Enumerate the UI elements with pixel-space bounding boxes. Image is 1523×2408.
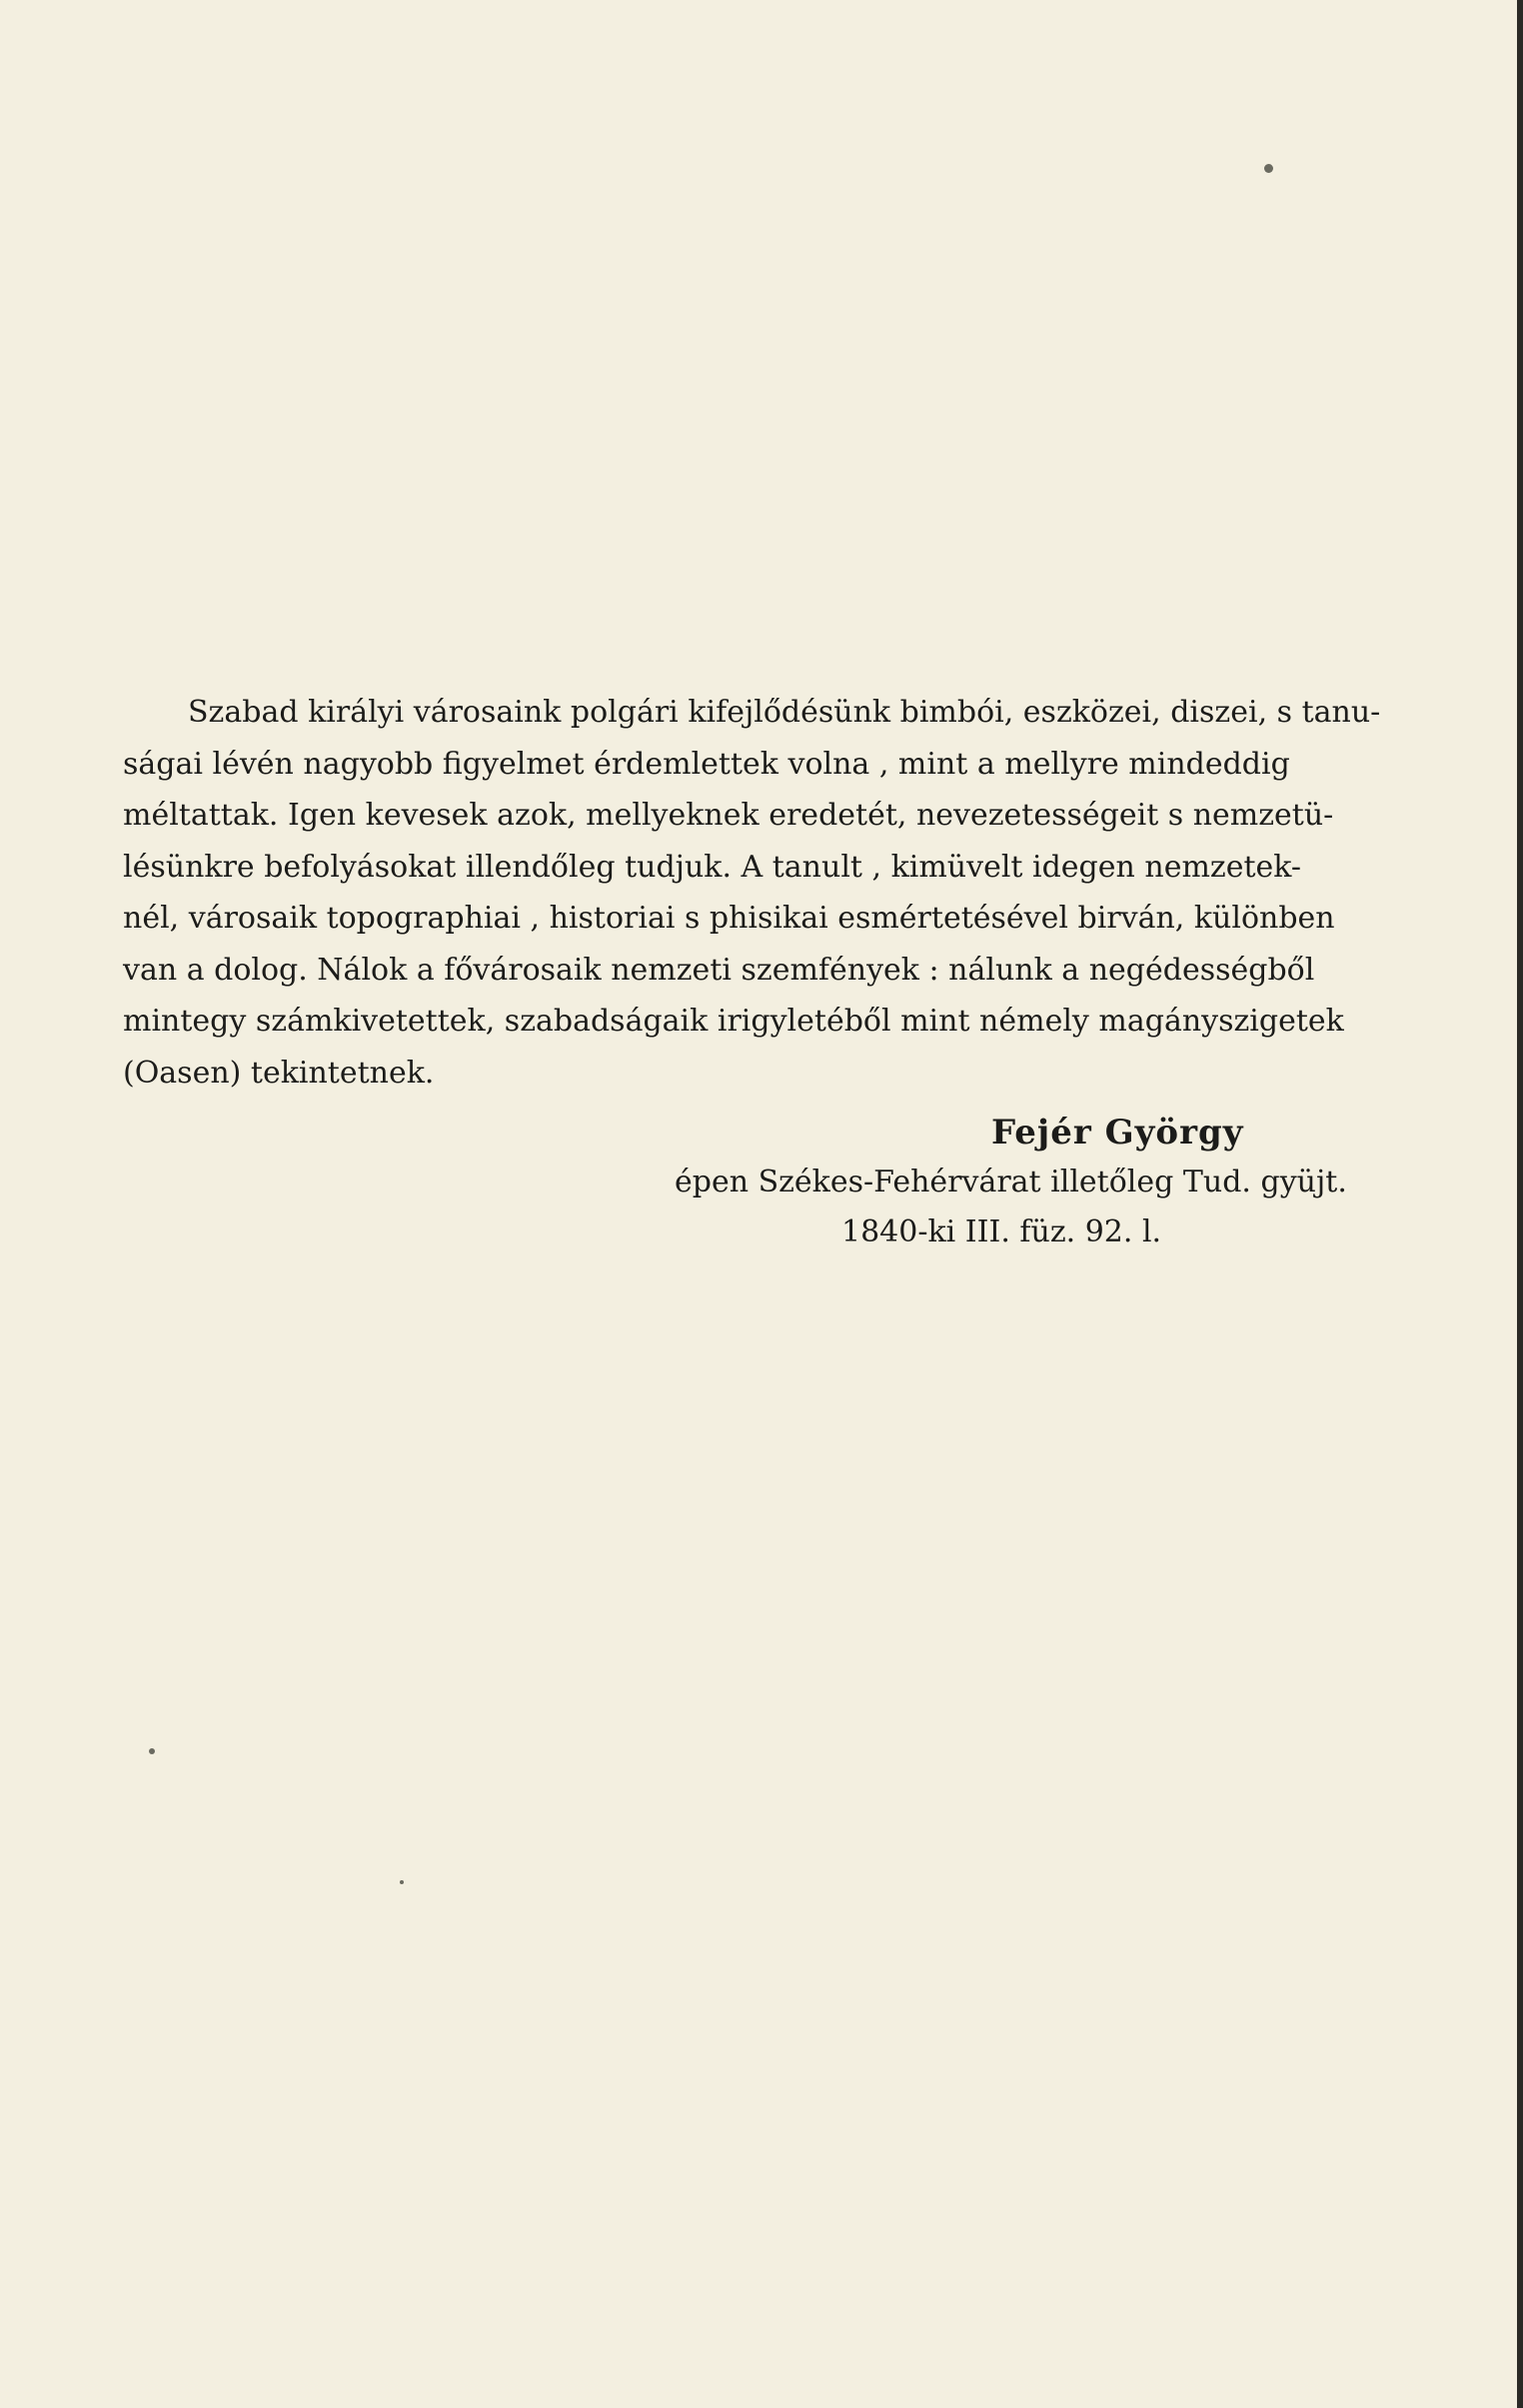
paragraph-line: Szabad királyi városaink polgári kifejlődésünk bimbói, eszközei, diszei, s tanu-: [188, 695, 1381, 730]
ink-speck: [149, 1748, 155, 1754]
ink-speck: [400, 1880, 404, 1884]
main-paragraph: [123, 687, 1422, 1099]
paragraph-line: méltattak. Igen kevesek azok, mellyeknek eredetét, nevezetességeit s nemzetü-: [123, 798, 1334, 833]
paragraph-line: van a dolog. Nálok a fővárosaik nemzeti szemfények : nálunk a negédességből: [123, 952, 1315, 988]
paragraph-line: nél, városaik topographiai , historiai s phisikai esmértetésével birván, különben: [123, 901, 1335, 936]
author-name: Fejér György: [991, 1113, 1244, 1153]
source-citation-line: 1840-ki III. füz. 92. l.: [841, 1214, 1162, 1249]
page-edge: [1517, 0, 1523, 2408]
signature-block: [640, 1108, 1439, 1257]
source-citation-line: épen Székes-Fehérvárat illetőleg Tud. gyüjt.: [675, 1165, 1347, 1200]
paragraph-line: ságai lévén nagyobb figyelmet érdemlettek volna , mint a mellyre mindeddig: [123, 746, 1290, 782]
ink-speck: [1264, 164, 1273, 173]
paragraph-line: lésünkre befolyásokat illendőleg tudjuk. A tanult , kimüvelt idegen nemzetek-: [123, 849, 1302, 885]
paragraph-line: (Oasen) tekintetnek.: [123, 1055, 435, 1091]
paragraph-line: mintegy számkivetettek, szabadságaik irigyletéből mint némely magányszigetek: [123, 1004, 1344, 1039]
